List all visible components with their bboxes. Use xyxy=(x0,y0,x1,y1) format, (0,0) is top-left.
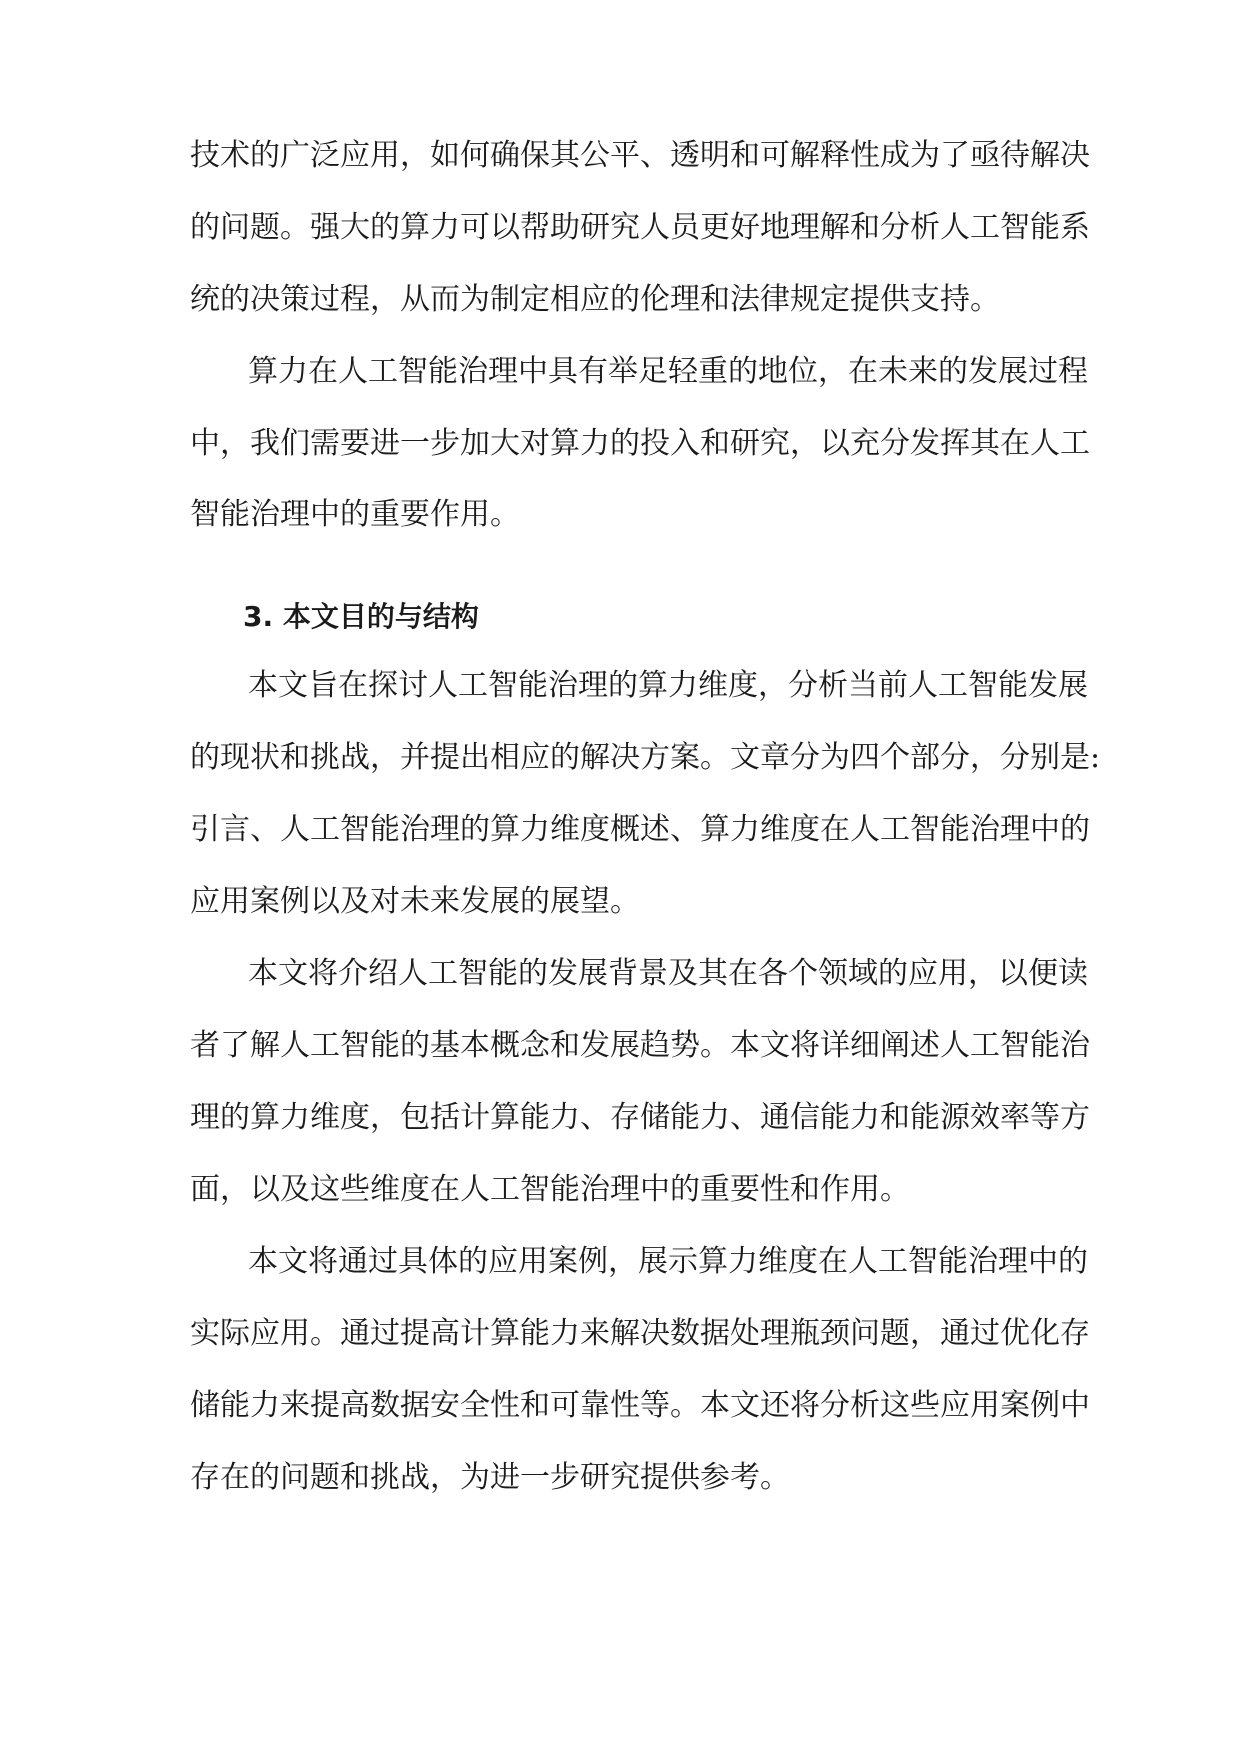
paragraph-5-line-4: 存在的问题和挑战，为进一步研究提供参考。 xyxy=(190,1460,790,1495)
paragraph-3-line-4: 应用案例以及对未来发展的展望。 xyxy=(190,884,640,919)
paragraph-4-line-2: 者了解人工智能的基本概念和发展趋势。本文将详细阐述人工智能治 xyxy=(190,1028,1090,1063)
paragraph-4-line-3: 理的算力维度，包括计算能力、存储能力、通信能力和能源效率等方 xyxy=(190,1100,1090,1135)
paragraph-1-line-1: 技术的广泛应用，如何确保其公平、透明和可解释性成为了亟待解决 xyxy=(190,138,1090,173)
paragraph-4-line-1: 本文将介绍人工智能的发展背景及其在各个领域的应用，以便读 xyxy=(248,956,1088,991)
paragraph-4-line-4: 面，以及这些维度在人工智能治理中的重要性和作用。 xyxy=(190,1172,910,1207)
paragraph-1-line-3: 统的决策过程，从而为制定相应的伦理和法律规定提供支持。 xyxy=(190,282,1000,317)
paragraph-2-line-2: 中，我们需要进一步加大对算力的投入和研究，以充分发挥其在人工 xyxy=(190,426,1090,461)
paragraph-2-line-1: 算力在人工智能治理中具有举足轻重的地位，在未来的发展过程 xyxy=(248,354,1088,389)
paragraph-5-line-3: 储能力来提高数据安全性和可靠性等。本文还将分析这些应用案例中 xyxy=(190,1388,1090,1423)
paragraph-3-line-2: 的现状和挑战，并提出相应的解决方案。文章分为四个部分，分别是: xyxy=(190,740,1101,775)
paragraph-5-line-1: 本文将通过具体的应用案例，展示算力维度在人工智能治理中的 xyxy=(248,1244,1088,1279)
section-heading: 3. 本文目的与结构 xyxy=(243,600,479,633)
paragraph-5-line-2: 实际应用。通过提高计算能力来解决数据处理瓶颈问题，通过优化存 xyxy=(190,1316,1090,1351)
paragraph-3-line-3: 引言、人工智能治理的算力维度概述、算力维度在人工智能治理中的 xyxy=(190,812,1090,847)
paragraph-2-line-3: 智能治理中的重要作用。 xyxy=(190,497,520,532)
paragraph-3-line-1: 本文旨在探讨人工智能治理的算力维度，分析当前人工智能发展 xyxy=(248,668,1088,703)
paragraph-1-line-2: 的问题。强大的算力可以帮助研究人员更好地理解和分析人工智能系 xyxy=(190,210,1090,245)
